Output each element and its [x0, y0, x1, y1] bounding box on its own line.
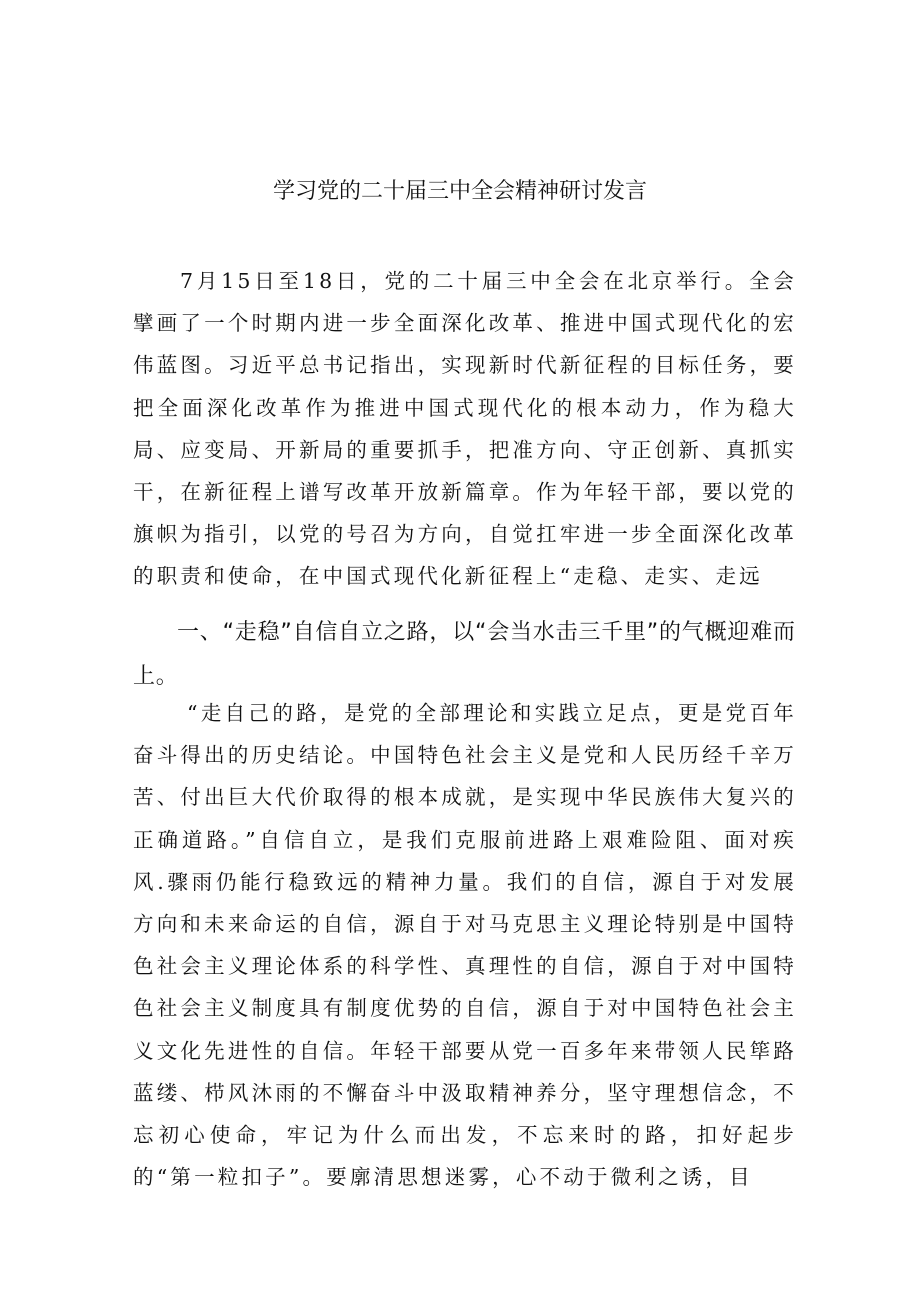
intro-paragraph: 7月15日至18日，党的二十届三中全会在北京举行。全会擘画了一个时期内进一步全面深化改革、推进中国式现代化的宏伟蓝图。习近平总书记指出，实现新时代新征程的目标任务，要把全面深化改革作为推进中国式现代化的根本动力，作为稳大局、应变局、开新局的重要抓手，把准方向、守正创新、真抓实干，在新征程上谱写改革开放新篇章。作为年轻干部，要以党的旗帜为指引，以党的号召为方向，自觉扛牢进一步全面深化改革的职责和使命，在中国式现代化新征程上“走稳、走实、走远	[133, 269, 797, 589]
section-paragraph: “走自己的路，是党的全部理论和实践立足点，更是党百年奋斗得出的历史结论。中国特色社会主义是党和人民历经千辛万苦、付出巨大代价取得的根本成就，是实现中华民族伟大复兴的正确道路。”自信自立，是我们克服前进路上艰难险阻、面对疾风.骤雨仍能行稳致远的精神力量。我们的自信，源自于对发展方向和未来命运的自信，源自于对马克思主义理论特别是中国特色社会主义理论体系的科学性、真理性的自信，源自于对中国特色社会主义制度具有制度优势的自信，源自于对中国特色社会主义文化先进性的自信。年轻干部要从党一百多年来带领人民筚路蓝缕、栉风沐雨的不懈奋斗中汲取精神养分，坚守理想信念，不忘初心使命，牢记为什么而出发，不忘来时的路，扣好起步的“第一粒扣子”。要廓清思想迷雾，心不动于微利之诱，目	[133, 701, 797, 1190]
section-heading: 一、“走稳”自信自立之路，以“会当水击三千里”的气概迎难而上。	[133, 620, 796, 689]
document-title: 学习党的二十届三中全会精神研讨发言	[272, 179, 647, 204]
